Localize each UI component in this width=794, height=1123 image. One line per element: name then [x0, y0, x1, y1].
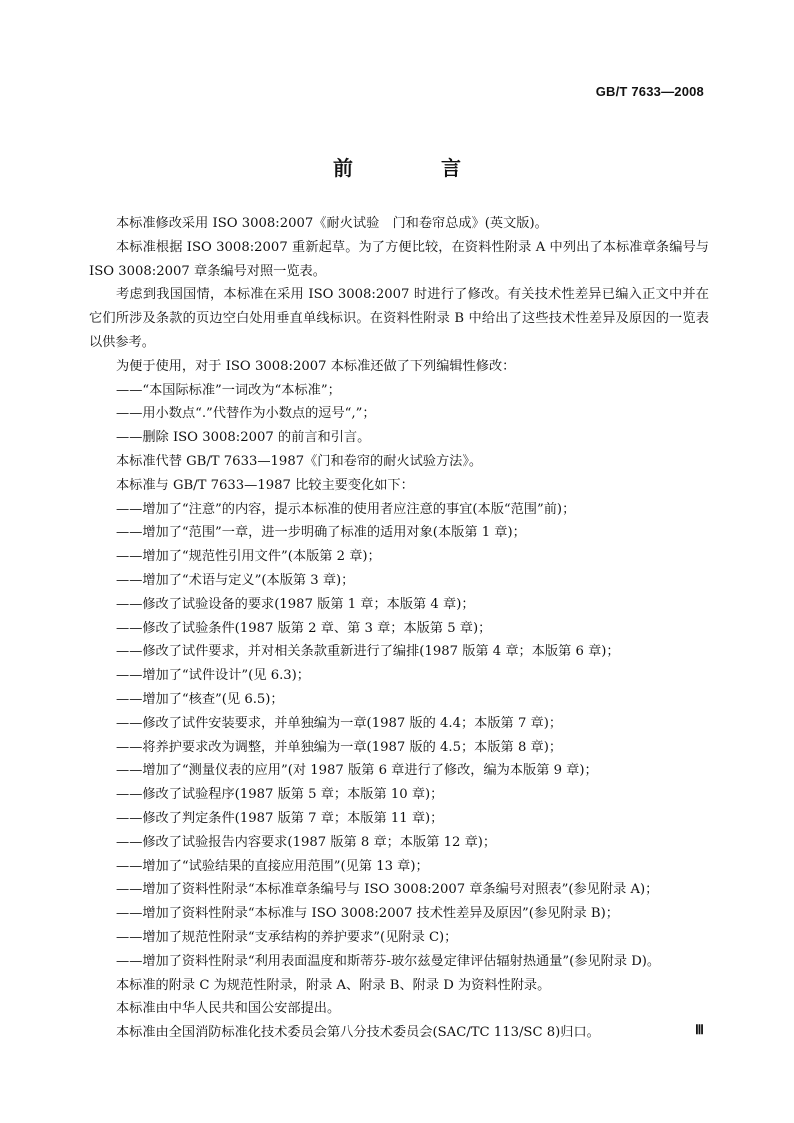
- paragraph: 考虑到我国国情，本标准在采用 ISO 3008:2007 时进行了修改。有关技术性差异已编入正文中并在它们所涉及条款的页边空白处用垂直单线标识。在资料性附录 B 中给出了这些技术性差异及原因的一览表以供参考。: [89, 287, 709, 350]
- preface-body: [89, 212, 709, 1045]
- list-item: ——增加了“试验结果的直接应用范围”(见第 13 章)；: [116, 858, 429, 874]
- list-item: ——增加了资料性附录“利用表面温度和斯蒂芬-玻尔兹曼定律评估辐射热通量”(参见附录 D)。: [116, 953, 661, 969]
- paragraph: 本标准由全国消防标准化技术委员会第八分技术委员会(SAC/TC 113/SC 8)归口。: [116, 1025, 600, 1041]
- list-item: ——修改了判定条件(1987 版第 7 章；本版第 11 章)；: [116, 810, 444, 826]
- list-item: ——修改了试验报告内容要求(1987 版第 8 章；本版第 12 章)；: [116, 834, 497, 850]
- list-item: ——增加了“测量仪表的应用”(对 1987 版第 6 章进行了修改，编为本版第 9 章)；: [116, 763, 598, 779]
- paragraph: 本标准的附录 C 为规范性附录，附录 A、附录 B、附录 D 为资料性附录。: [116, 977, 551, 993]
- paragraph: 本标准与 GB/T 7633—1987 比较主要变化如下：: [116, 477, 414, 493]
- paragraph: 为便于使用，对于 ISO 3008:2007 本标准还做了下列编辑性修改：: [116, 358, 516, 374]
- list-item: ——增加了规范性附录“支承结构的养护要求”(见附录 C)；: [116, 929, 458, 945]
- list-item: ——修改了试件安装要求，并单独编为一章(1987 版的 4.4；本版第 7 章)；: [116, 715, 563, 731]
- list-item: ——“本国际标准”一词改为“本标准”；: [116, 382, 341, 398]
- list-item: ——用小数点“.”代替作为小数点的逗号“,”；: [116, 406, 376, 422]
- standard-code: GB/T 7633—2008: [595, 84, 704, 99]
- paragraph: 本标准代替 GB/T 7633—1987《门和卷帘的耐火试验方法》。: [116, 453, 483, 469]
- list-item: ——增加了“术语与定义”(本版第 3 章)；: [116, 572, 355, 588]
- list-item: ——增加了“核查”(见 6.5)；: [116, 691, 284, 707]
- list-item: ——增加了“试件设计”(见 6.3)；: [116, 668, 310, 684]
- paragraph: 本标准修改采用 ISO 3008:2007《耐火试验 门和卷帘总成》(英文版)。: [116, 216, 548, 231]
- list-item: ——增加了“规范性引用文件”(本版第 2 章)；: [116, 549, 381, 565]
- list-item: ——增加了资料性附录“本标准章条编号与 ISO 3008:2007 章条编号对照表”(参见附录 A)；: [116, 882, 659, 898]
- list-item: ——增加了“注意”的内容，提示本标准的使用者应注意的事宜(本版“范围”前)；: [116, 501, 576, 517]
- list-item: ——修改了试验条件(1987 版第 2 章、第 3 章；本版第 5 章)；: [116, 620, 492, 636]
- list-item: ——删除 ISO 3008:2007 的前言和引言。: [116, 430, 371, 446]
- list-item: ——增加了“范围”一章，进一步明确了标准的适用对象(本版第 1 章)；: [116, 525, 526, 541]
- list-item: ——修改了试件要求，并对相关条款重新进行了编排(1987 版第 4 章；本版第 6 章)；: [116, 644, 620, 660]
- paragraph: 本标准由中华人民共和国公安部提出。: [116, 1001, 341, 1017]
- page-title: 前 言: [333, 156, 495, 180]
- page-number: Ⅲ: [695, 1022, 704, 1037]
- list-item: ——增加了资料性附录“本标准与 ISO 3008:2007 技术性差异及原因”(参见附录 B)；: [116, 906, 619, 922]
- list-item: ——将养护要求改为调整，并单独编为一章(1987 版的 4.5；本版第 8 章)；: [116, 739, 563, 755]
- list-item: ——修改了试验程序(1987 版第 5 章；本版第 10 章)；: [116, 787, 444, 803]
- list-item: ——修改了试验设备的要求(1987 版第 1 章；本版第 4 章)；: [116, 596, 475, 612]
- paragraph: 本标准根据 ISO 3008:2007 重新起草。为了方便比较，在资料性附录 A 中列出了本标准章条编号与 ISO 3008:2007 章条编号对照一览表。: [89, 239, 709, 279]
